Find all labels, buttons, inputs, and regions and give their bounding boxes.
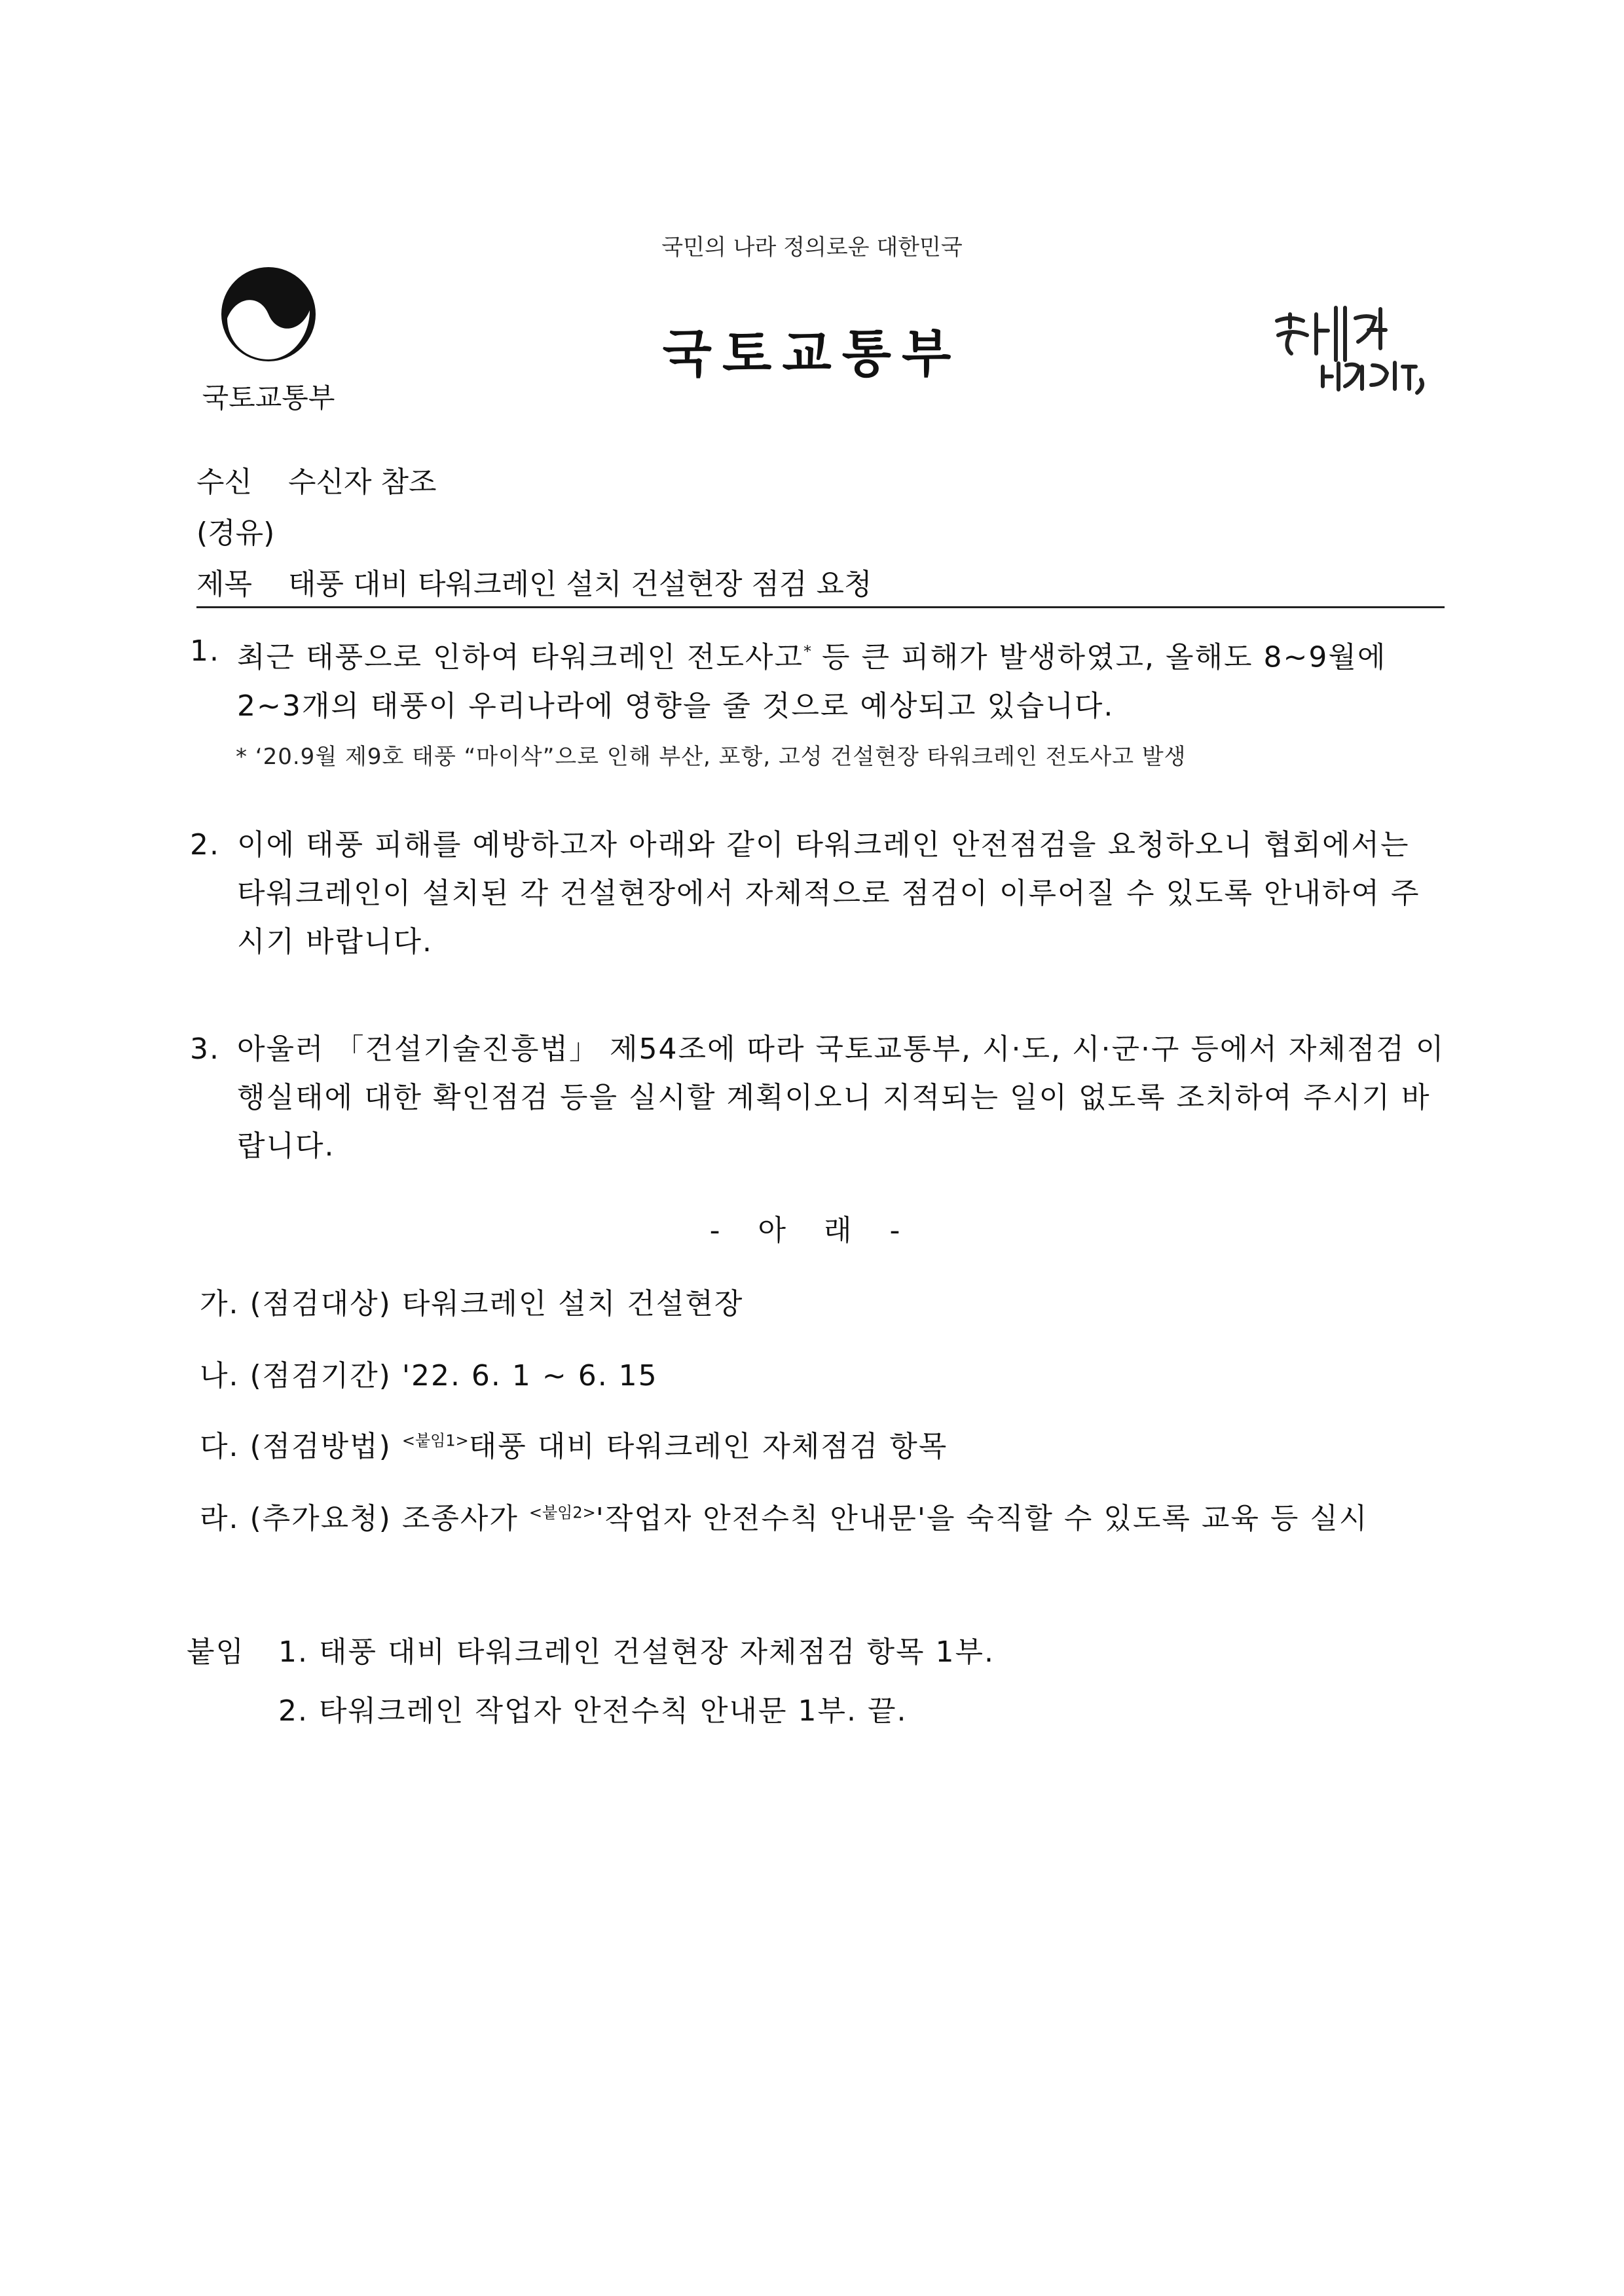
item-key: (추가요청) (249, 1502, 392, 1535)
paragraph-3 (190, 1025, 1447, 1171)
paragraph-number: 3. (190, 1032, 220, 1066)
attachment-item: 2. 타워크레인 작업자 안전수칙 안내문 1부. 끝. (278, 1694, 908, 1728)
item-key: (점검방법) (249, 1430, 392, 1463)
header-divider (196, 606, 1445, 608)
list-item (200, 1280, 743, 1322)
agency-title: 국토교통부 (662, 325, 962, 384)
item-label: 다. (200, 1430, 240, 1463)
footnote-mark: * (803, 642, 812, 661)
paragraph-text (237, 627, 1447, 731)
subject-label: 제목 (196, 568, 253, 601)
subject-line (196, 560, 872, 602)
paragraph-text-rest: 등 큰 피해가 발생하였고, 올해도 8~9월에 2~3개의 태풍이 우리나라에 영향을 줄 것으로 예상되고 있습니다. (237, 640, 1387, 723)
item-key: (점검대상) (249, 1287, 392, 1321)
item-value: 태풍 대비 타워크레인 자체점검 항목 (468, 1430, 948, 1463)
paragraph-number: 2. (190, 828, 220, 862)
via-line (196, 509, 274, 551)
item-key: (점검기간) (249, 1359, 392, 1393)
paragraph-text: 이에 태풍 피해를 예방하고자 아래와 같이 타워크레인 안전점검을 요청하오니 협회에서는 타워크레인이 설치된 각 건설현장에서 자체적으로 점검이 이루어질 수 있도록 안내하여 주시기 바랍니다. (237, 828, 1420, 958)
item-label: 가. (200, 1287, 240, 1321)
item-prefix: 조종사가 (401, 1502, 529, 1535)
section-heading: - 아 래 - (709, 1214, 915, 1247)
government-slogan: 국민의 나라 정의로운 대한민국 (661, 234, 963, 261)
paragraph-text: 아울러 「건설기술진흥법」 제54조에 따라 국토교통부, 시·도, 시·군·구 등에서 자체점검 이행실태에 대한 확인점검 등을 실시할 계획이오니 지적되는 일이 없도록 조치하여 주시기 바랍니다. (237, 1032, 1445, 1163)
footnote: * ‘20.9월 제9호 태풍 “마이삭”으로 인해 부산, 포항, 고성 건설현장 타워크레인 전도사고 발생 (236, 744, 1187, 770)
attachment-reference: <붙임2> (528, 1503, 596, 1522)
list-item (200, 1495, 1368, 1537)
attachment-item: 1. 태풍 대비 타워크레인 건설현장 자체점검 항목 1부. (278, 1635, 995, 1669)
subject-value: 태풍 대비 타워크레인 설치 건설현장 점검 요청 (288, 568, 872, 601)
handwritten-slogan-logo (1264, 295, 1434, 399)
item-label: 나. (200, 1359, 240, 1393)
paragraph-number: 1. (190, 634, 220, 668)
recipient-label: 수신 (196, 465, 253, 499)
paragraph-2 (190, 821, 1447, 966)
attachments-label: 붙임 (187, 1635, 246, 1669)
list-item (200, 1423, 948, 1465)
item-value: '22. 6. 1 ~ 6. 15 (401, 1359, 658, 1393)
paragraph-text-start: 최근 태풍으로 인하여 타워크레인 전도사고 (237, 640, 804, 674)
list-item (200, 1352, 658, 1394)
item-value: 타워크레인 설치 건설현장 (401, 1287, 744, 1321)
attachment-reference: <붙임1> (401, 1431, 469, 1450)
item-label: 라. (200, 1502, 240, 1535)
recipient-line (196, 458, 437, 500)
logo-caption: 국토교통부 (202, 382, 335, 414)
via-label: (경유) (196, 517, 275, 550)
item-value: '작업자 안전수칙 안내문'을 숙직할 수 있도록 교육 등 실시 (595, 1502, 1369, 1535)
recipient-value: 수신자 참조 (288, 465, 437, 499)
paragraph-1 (190, 627, 1447, 731)
